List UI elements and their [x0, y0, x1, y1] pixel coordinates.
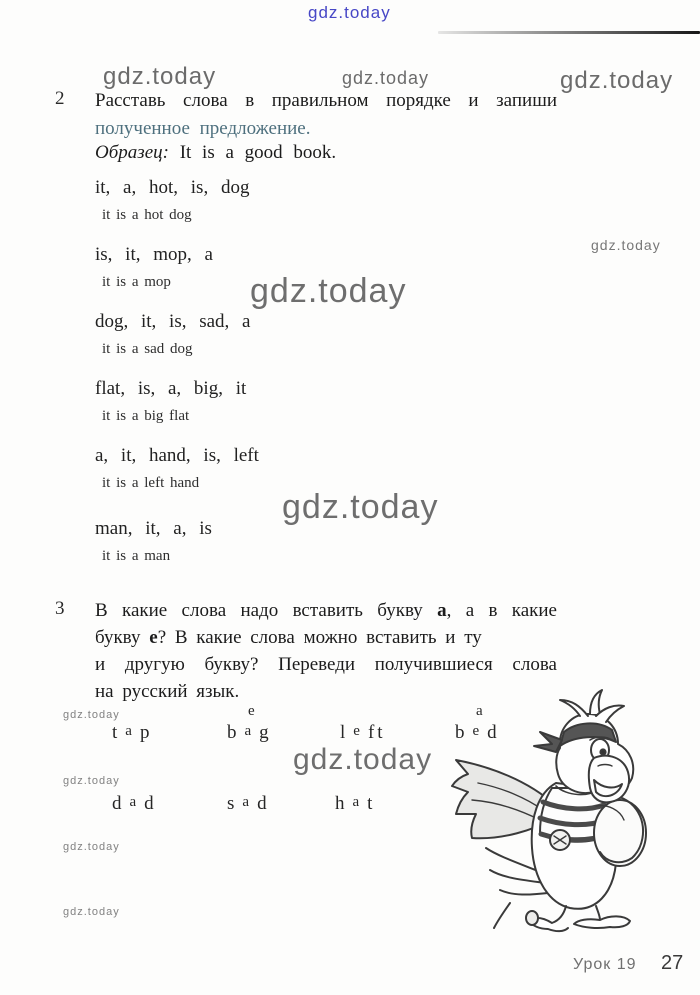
exercise2-number: 2 — [55, 88, 65, 109]
word-order-item — [95, 177, 249, 224]
letter: b — [227, 722, 237, 743]
word-order-item — [95, 311, 251, 358]
exercise3-task-line3: и другую букву? Переведи получившиеся слова — [95, 654, 557, 675]
word-order-item — [95, 518, 212, 565]
letter: s — [227, 793, 235, 814]
watermark: gdz.today — [63, 775, 120, 787]
watermark: gdz.today — [591, 237, 661, 253]
watermark: gdz.today — [560, 67, 674, 94]
exercise3-task-line4: на русский язык. — [95, 681, 240, 702]
item-prompt: a, it, hand, is, left — [95, 445, 259, 466]
task-text: , а в какие — [446, 600, 557, 621]
fill-word-tap — [112, 722, 152, 744]
inserted-letter: a — [125, 723, 132, 739]
exercise2-task-line2: полученное предложение. — [95, 118, 311, 139]
sample-text: It is a good book. — [179, 142, 337, 163]
exercise3-number: 3 — [55, 598, 65, 619]
task-text: букву — [95, 627, 150, 648]
page-number: 27 — [661, 952, 684, 974]
exercise2-task-line1: Расставь слова в правильном порядке и запиши — [95, 90, 557, 111]
fill-word-hat — [335, 793, 375, 815]
item-answer: it is a left hand — [102, 475, 200, 491]
task-text: В какие слова надо вставить букву — [95, 600, 438, 621]
exercise3-task-line1 — [95, 597, 557, 624]
watermark-top-blue: gdz.today — [308, 3, 391, 22]
item-prompt: man, it, a, is — [95, 518, 212, 539]
bold-letter-a: a — [437, 600, 447, 621]
inserted-letter: e — [472, 723, 480, 739]
letter: t — [112, 722, 118, 743]
watermark: gdz.today — [293, 743, 433, 776]
letter: ft — [367, 722, 386, 743]
fill-word-bag — [227, 703, 272, 744]
watermark: gdz.today — [342, 68, 430, 88]
watermark: gdz.today — [63, 841, 120, 853]
pirate-parrot-illustration — [448, 688, 666, 936]
word-order-item — [95, 445, 259, 492]
watermark: gdz.today — [63, 906, 120, 918]
inserted-letter: a — [352, 794, 360, 810]
lesson-label: Урок 19 — [573, 956, 637, 973]
letter: d — [144, 793, 157, 814]
item-prompt: is, it, mop, a — [95, 244, 213, 265]
inserted-letter: a — [129, 794, 137, 810]
letter: b — [455, 722, 465, 743]
letter: d — [487, 722, 500, 743]
alternate-letter: a — [476, 703, 483, 719]
sample-label: Образец: — [95, 142, 169, 163]
item-answer: it is a sad dog — [102, 341, 193, 357]
inserted-letter: e — [353, 723, 360, 739]
alternate-letter: e — [248, 703, 255, 719]
fill-word-sad — [227, 793, 270, 815]
watermark: gdz.today — [103, 63, 217, 90]
letter: h — [335, 793, 345, 814]
scan-artifact-line — [438, 31, 700, 34]
item-answer: it is a hot dog — [102, 207, 192, 223]
item-prompt: dog, it, is, sad, a — [95, 311, 251, 332]
letter: l — [340, 722, 346, 743]
inserted-letter: a — [244, 723, 252, 739]
exercise3-task-line2 — [95, 624, 557, 651]
letter: t — [367, 793, 376, 814]
letter: p — [139, 722, 153, 743]
fill-word-dad — [112, 793, 157, 815]
fill-word-left — [340, 722, 386, 744]
letter: d — [257, 793, 270, 814]
bold-letter-e: е — [149, 627, 158, 648]
letter: d — [112, 793, 122, 814]
watermark: gdz.today — [63, 709, 120, 721]
letter: g — [259, 722, 272, 743]
item-answer: it is a mop — [102, 274, 171, 290]
item-prompt: flat, is, a, big, it — [95, 378, 247, 399]
word-order-item — [95, 378, 246, 425]
watermark: gdz.today — [282, 488, 439, 526]
inserted-letter: a — [242, 794, 250, 810]
task-text: ? В какие слова можно вставить и ту — [157, 627, 482, 648]
word-order-item — [95, 244, 213, 291]
watermark: gdz.today — [250, 272, 407, 310]
item-prompt: it, a, hot, is, dog — [95, 177, 250, 198]
item-answer: it is a man — [102, 548, 171, 564]
exercise2-sample — [95, 142, 336, 164]
item-answer: it is a big flat — [102, 408, 190, 424]
